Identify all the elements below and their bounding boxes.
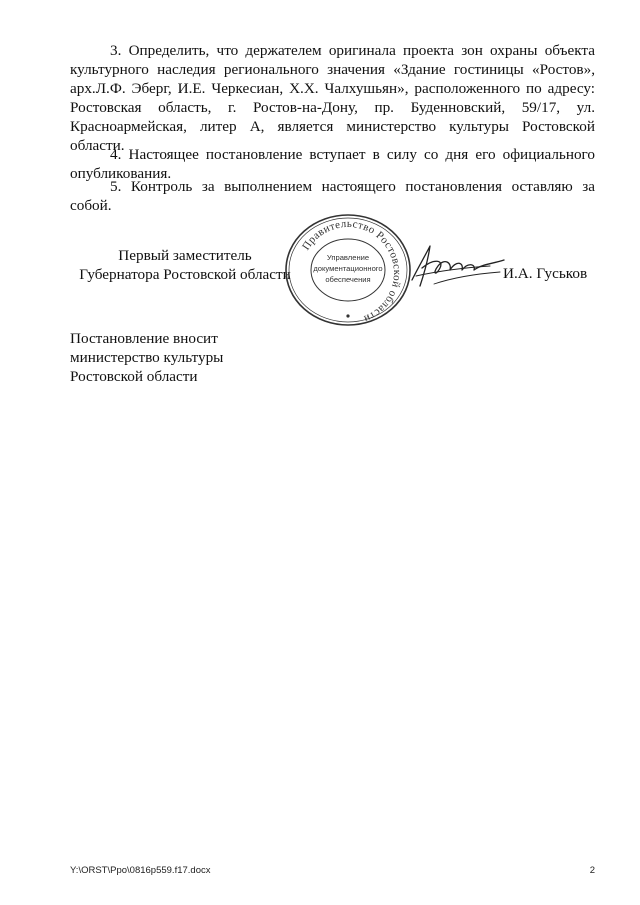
- handwritten-signature: [404, 238, 508, 298]
- signer-position-line1: Первый заместитель: [118, 247, 252, 264]
- introduced-by-line3: Ростовской области: [70, 368, 198, 385]
- footer-file-path: Y:\ORST\Ppo\0816p559.f17.docx: [70, 865, 211, 876]
- introduced-by: [70, 329, 223, 386]
- seal-inner-line2: документационного: [313, 264, 383, 273]
- paragraph-5: 5. Контроль за выполнением настоящего постановления оставляю за собой.: [70, 178, 595, 214]
- seal-inner-line3: обеспечения: [325, 275, 371, 284]
- page-number: 2: [589, 865, 595, 876]
- signer-name: И.А. Гуськов: [503, 265, 588, 282]
- seal-inner-line1: Управление: [326, 253, 370, 262]
- seal-outer-text: Правительство Ростовской области: [300, 217, 404, 325]
- paragraph-4: 4. Настоящее постановление вступает в силу со дня его официального опубликования.: [70, 146, 595, 182]
- official-seal: [283, 212, 413, 328]
- introduced-by-line2: министерство культуры: [70, 349, 224, 366]
- signer-position: [75, 246, 295, 284]
- signer-position-line2: Губернатора Ростовской области: [79, 266, 291, 283]
- introduced-by-line1: Постановление вносит: [70, 330, 218, 347]
- paragraph-3: 3. Определить, что держателем оригинала проекта зон охраны объекта культурного наследия регионального значения «Здание гостиницы «Ростов», арх.Л.Ф. Эберг, И.Е. Черкесиан, Х.Х. Чалхушьян», расположенного по адресу: Ростовская область, г. Ростов-на-Дону, пр. Буденновский, 59/17, ул. Красноармейская, литер А, является министерство культуры Ростовской области.: [70, 42, 595, 154]
- seal-star-icon: [346, 314, 349, 317]
